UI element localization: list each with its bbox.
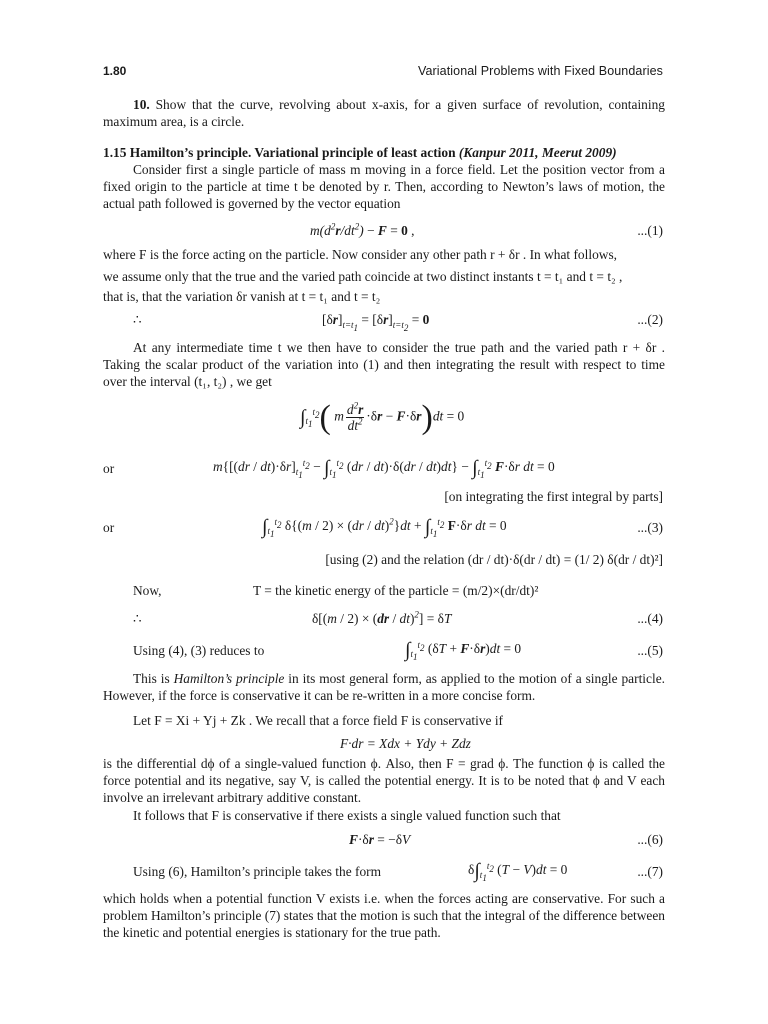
paragraph-4 — [103, 670, 665, 704]
page-number: 1.80 — [103, 64, 127, 78]
equation-6: F·δr = −δV — [349, 832, 411, 847]
paragraph-4-end: in its most general form, as applied to the motion of a single particle. However, if the force is conservative it can be re-written in a more concise form. — [103, 671, 665, 703]
paragraph-2-line-1: where F is the force acting on the particle. Now consider any other path r + δr . In what follows, — [103, 247, 617, 262]
paragraph-7: which holds when a potential function V exists i.e. when the forces acting are conservative. For such a problem Hamilton’s principle (7) states that the motion is such that the integral of the difference between the kinetic and potential energies is stationary for the true path. — [103, 891, 665, 940]
running-title: Variational Problems with Fixed Boundaries — [417, 64, 663, 78]
paragraph-2-line-2: we assume only that the true and the varied path coincide at two distinct instants t = t₁ and t = t₂ , — [103, 269, 623, 284]
equation-5-label: ...(5) — [637, 643, 663, 658]
section-title: Hamilton’s principle. Variational principle of least action — [129, 145, 456, 160]
note-using-2: [using (2) and the relation (dr / dt)·δ(dr / dt) = (1/ 2) δ(dr / dt)²] — [325, 552, 663, 567]
let-force-field-text: Let F = Xi + Yj + Zk . We recall that a force field F is conservative if — [133, 713, 503, 728]
section-heading — [103, 144, 617, 161]
equation-2: $[\delta r]_{t=t_1} = [\delta r]_{t=t_2} = 0$ — [322, 312, 430, 333]
hamiltons-principle-emphasis: Hamilton’s principle — [173, 671, 285, 686]
or-label-1: or — [103, 461, 115, 476]
equation-7-label: ...(7) — [637, 864, 663, 879]
section-number: 1.15 — [103, 145, 127, 160]
paragraph-3: At any intermediate time t we then have to consider the true path and the varied path r + δr . Taking the scalar product of the variation into (1) and then integrating the result with respect to time over the interval (t₁, t₂) , we get — [103, 340, 665, 389]
kinetic-energy-definition: T = the kinetic energy of the particle = (m/2)×(dr/dt)² — [253, 583, 539, 598]
exercise-number: 10. — [133, 97, 150, 112]
equation-fdr: F·dr = Xdx + Ydy + Zdz — [340, 736, 471, 751]
using-6-text: Using (6), Hamilton’s principle takes the form — [133, 864, 382, 879]
equation-4-label: ...(4) — [637, 611, 663, 626]
equation-3-label: ...(3) — [637, 520, 663, 535]
paragraph-5: is the differential dϕ of a single-valued function ϕ. Also, then F = grad ϕ. The function ϕ is called the force potential and its negative, say V, is called the potential energy. It is to be noted that ϕ and V each involve an irrelevant arbitrary additive constant. — [103, 756, 665, 805]
equation-integral-a: $\int_{t_1}^{t_2}$( m $\frac{d^2r}{dt^2}$ ·δr − F·δr)dt = 0 — [300, 399, 465, 436]
equation-4: δ[(m / 2) × (dr / dt)$^2$] = δT — [312, 609, 452, 626]
paragraph-4-start: This is — [133, 671, 174, 686]
note-integration-by-parts: [on integrating the first integral by parts] — [444, 489, 663, 504]
equation-3: $\int_{t_1}^{t_2}$ $\delta\{(m / 2) \times (dr / dt)^2\}dt + \int_{t_1}^{t_2}$ F·δr dt = 0 — [262, 516, 507, 539]
equation-7: $\delta\int_{t_1}^{t_2}$ (T − V)dt = 0 — [468, 860, 568, 883]
equation-1: $m(d^2r/dt^2) - F = 0$ , — [310, 221, 415, 238]
equation-5: $\int_{t_1}^{t_2}$ (δT + F·δr)dt = 0 — [405, 639, 522, 662]
equation-2-label: ...(2) — [637, 312, 663, 327]
section-ref: (Kanpur 2011, Meerut 2009) — [458, 145, 617, 160]
exercise-text: Show that the curve, revolving about x-axis, for a given surface of revolution, containing maximum area, is a circle. — [103, 97, 665, 129]
or-label-2: or — [103, 520, 115, 535]
therefore-symbol-2: ∴ — [133, 611, 142, 626]
equation-6-label: ...(6) — [637, 832, 663, 847]
paragraph-2-line-3: that is, that the variation δr vanish at t = t₁ and t = t₂ — [103, 289, 381, 304]
using-4-3-text: Using (4), (3) reduces to — [133, 643, 265, 658]
now-label: Now, — [133, 583, 162, 598]
paragraph-6: It follows that F is conservative if there exists a single valued function such that — [133, 808, 561, 823]
exercise-10 — [103, 96, 665, 130]
equation-1-label: ...(1) — [637, 223, 663, 238]
equation-integral-b: $m\{[(dr / dt)\cdot\delta r]_{t_1}^{t_2} - \int_{t_1}^{t_2}$ $(dr / dt)\cdot\delta(dr / dt)dt\} - \int_{t_1}^{t_2}$ F·δr dt = 0 — [213, 457, 555, 480]
paragraph-1: Consider first a single particle of mass m moving in a force field. Let the position vector from a fixed origin to the particle at time t be denoted by r. Then, according to Newton’s laws of motion, the actual path followed is governed by the vector equation — [103, 162, 665, 211]
therefore-symbol: ∴ — [133, 312, 142, 327]
